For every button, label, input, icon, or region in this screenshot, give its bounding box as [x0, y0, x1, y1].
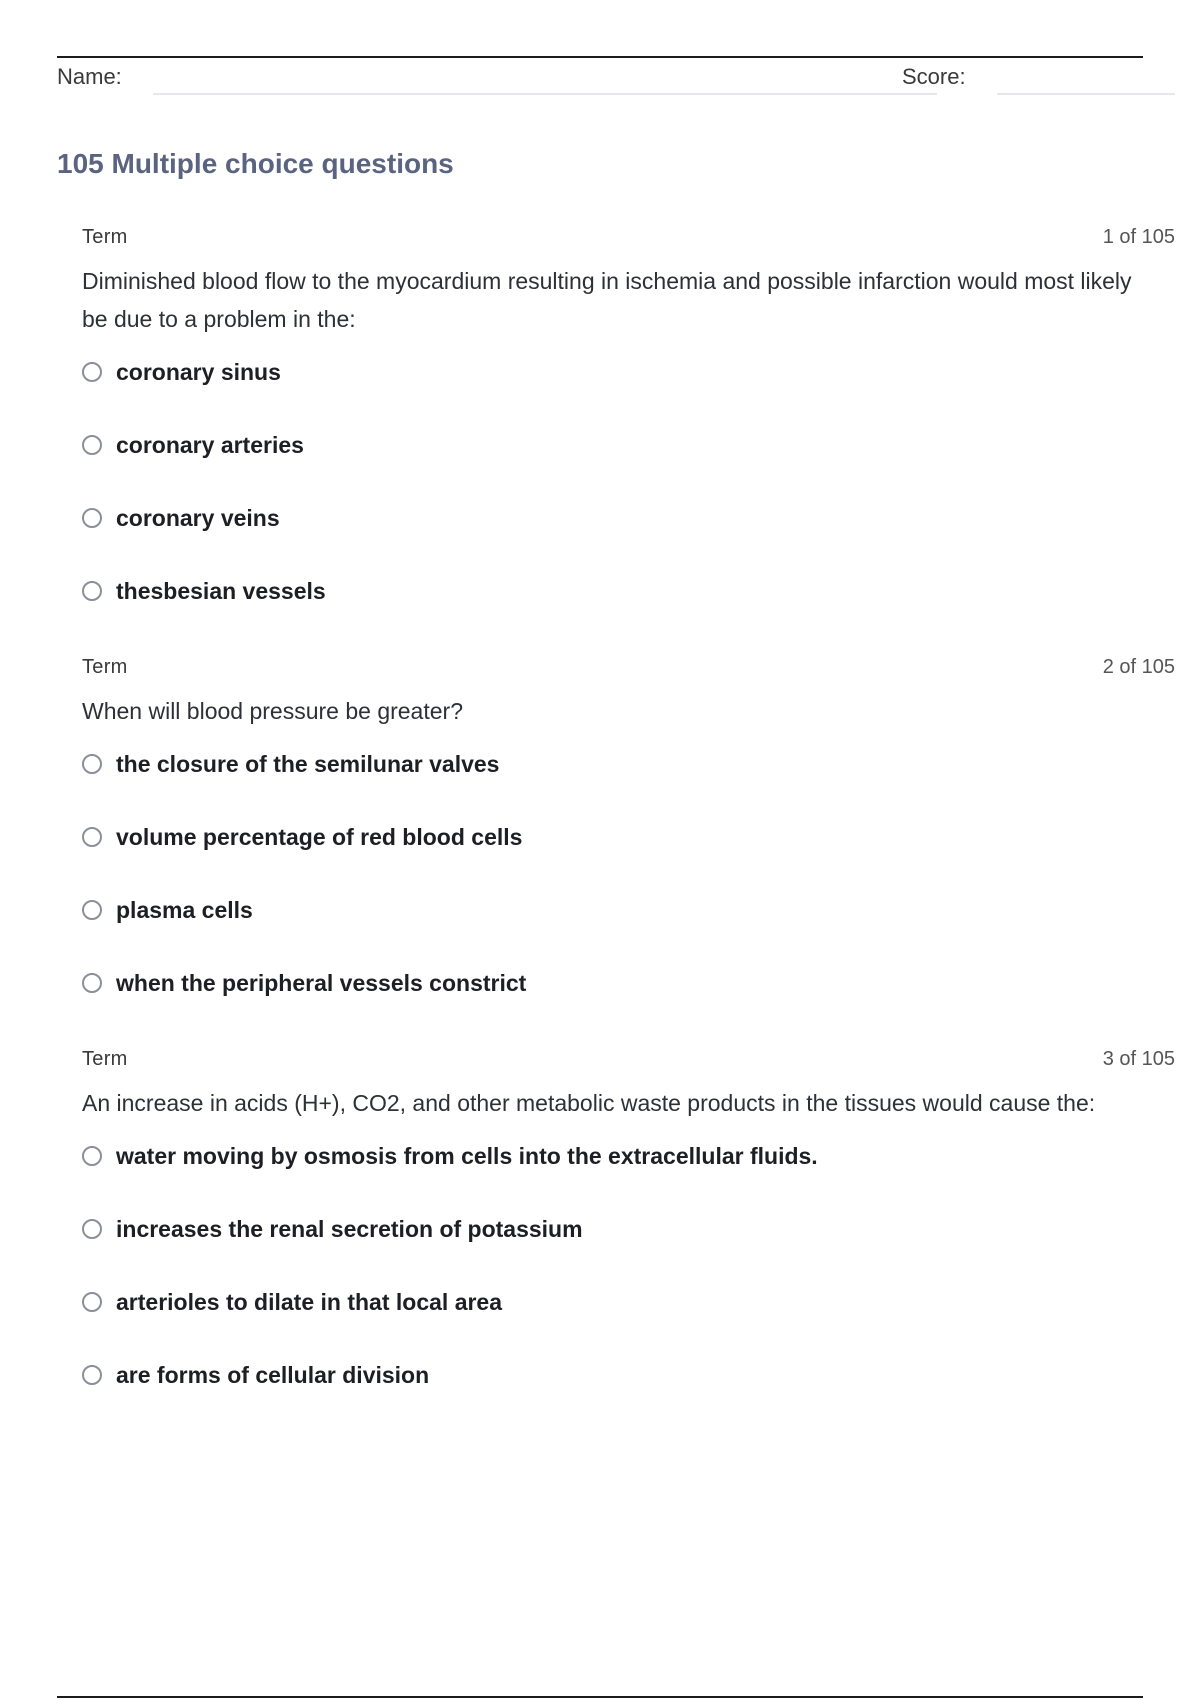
- option-label: increases the renal secretion of potassium: [116, 1215, 583, 1242]
- radio-icon[interactable]: [82, 900, 102, 920]
- name-label: Name:: [57, 64, 122, 89]
- option-label: volume percentage of red blood cells: [116, 823, 523, 850]
- answer-option[interactable]: [82, 821, 1175, 853]
- radio-icon[interactable]: [82, 1365, 102, 1385]
- answer-option[interactable]: [82, 748, 1175, 780]
- question-prompt: An increase in acids (H+), CO2, and other metabolic waste products in the tissues would cause the:: [82, 1090, 1096, 1116]
- option-list: [82, 748, 1175, 999]
- answer-option[interactable]: [82, 575, 1175, 607]
- term-label: Term: [82, 656, 128, 678]
- radio-icon[interactable]: [82, 508, 102, 528]
- radio-icon[interactable]: [82, 973, 102, 993]
- score-label: Score:: [902, 64, 966, 89]
- answer-option[interactable]: [82, 1359, 1175, 1391]
- radio-icon[interactable]: [82, 435, 102, 455]
- term-label: Term: [82, 1048, 128, 1070]
- option-label: water moving by osmosis from cells into the extracellular fluids.: [116, 1142, 818, 1169]
- radio-icon[interactable]: [82, 1146, 102, 1166]
- answer-option[interactable]: [82, 1140, 1175, 1172]
- answer-option[interactable]: [82, 356, 1175, 388]
- radio-icon[interactable]: [82, 827, 102, 847]
- option-label: thesbesian vessels: [116, 577, 326, 604]
- top-rule: [57, 56, 1143, 58]
- answer-option[interactable]: [82, 502, 1175, 534]
- option-label: plasma cells: [116, 896, 253, 923]
- radio-icon[interactable]: [82, 1292, 102, 1312]
- radio-icon[interactable]: [82, 1219, 102, 1239]
- score-field[interactable]: [997, 93, 1175, 95]
- question-meta: [82, 226, 1175, 256]
- answer-option[interactable]: [82, 894, 1175, 926]
- radio-icon[interactable]: [82, 581, 102, 601]
- option-label: are forms of cellular division: [116, 1361, 430, 1388]
- option-list: [82, 356, 1175, 607]
- answer-option[interactable]: [82, 967, 1175, 999]
- page-title: 105 Multiple choice questions: [57, 148, 454, 179]
- option-label: coronary sinus: [116, 358, 281, 385]
- question-prompt: Diminished blood flow to the myocardium resulting in ischemia and possible infarction would most likely be due to a problem in the:: [82, 268, 1132, 332]
- option-label: when the peripheral vessels constrict: [116, 969, 527, 996]
- question-card: [82, 656, 1175, 1040]
- question-prompt: When will blood pressure be greater?: [82, 698, 463, 724]
- answer-option[interactable]: [82, 1286, 1175, 1318]
- option-label: the closure of the semilunar valves: [116, 750, 500, 777]
- question-card: [82, 226, 1175, 648]
- option-label: coronary arteries: [116, 431, 304, 458]
- question-meta: [82, 656, 1175, 686]
- answer-option[interactable]: [82, 429, 1175, 461]
- question-card: [82, 1048, 1175, 1432]
- radio-icon[interactable]: [82, 754, 102, 774]
- answer-option[interactable]: [82, 1213, 1175, 1245]
- option-label: arterioles to dilate in that local area: [116, 1288, 503, 1315]
- option-list: [82, 1140, 1175, 1391]
- term-label: Term: [82, 226, 128, 248]
- option-label: coronary veins: [116, 504, 280, 531]
- radio-icon[interactable]: [82, 362, 102, 382]
- question-meta: [82, 1048, 1175, 1078]
- name-field[interactable]: [153, 93, 937, 95]
- question-counter: 2 of 105: [1102, 656, 1175, 678]
- bottom-rule: [57, 1696, 1143, 1698]
- name-score-bar: [57, 62, 1177, 98]
- question-counter: 1 of 105: [1102, 226, 1175, 248]
- question-counter: 3 of 105: [1102, 1048, 1175, 1070]
